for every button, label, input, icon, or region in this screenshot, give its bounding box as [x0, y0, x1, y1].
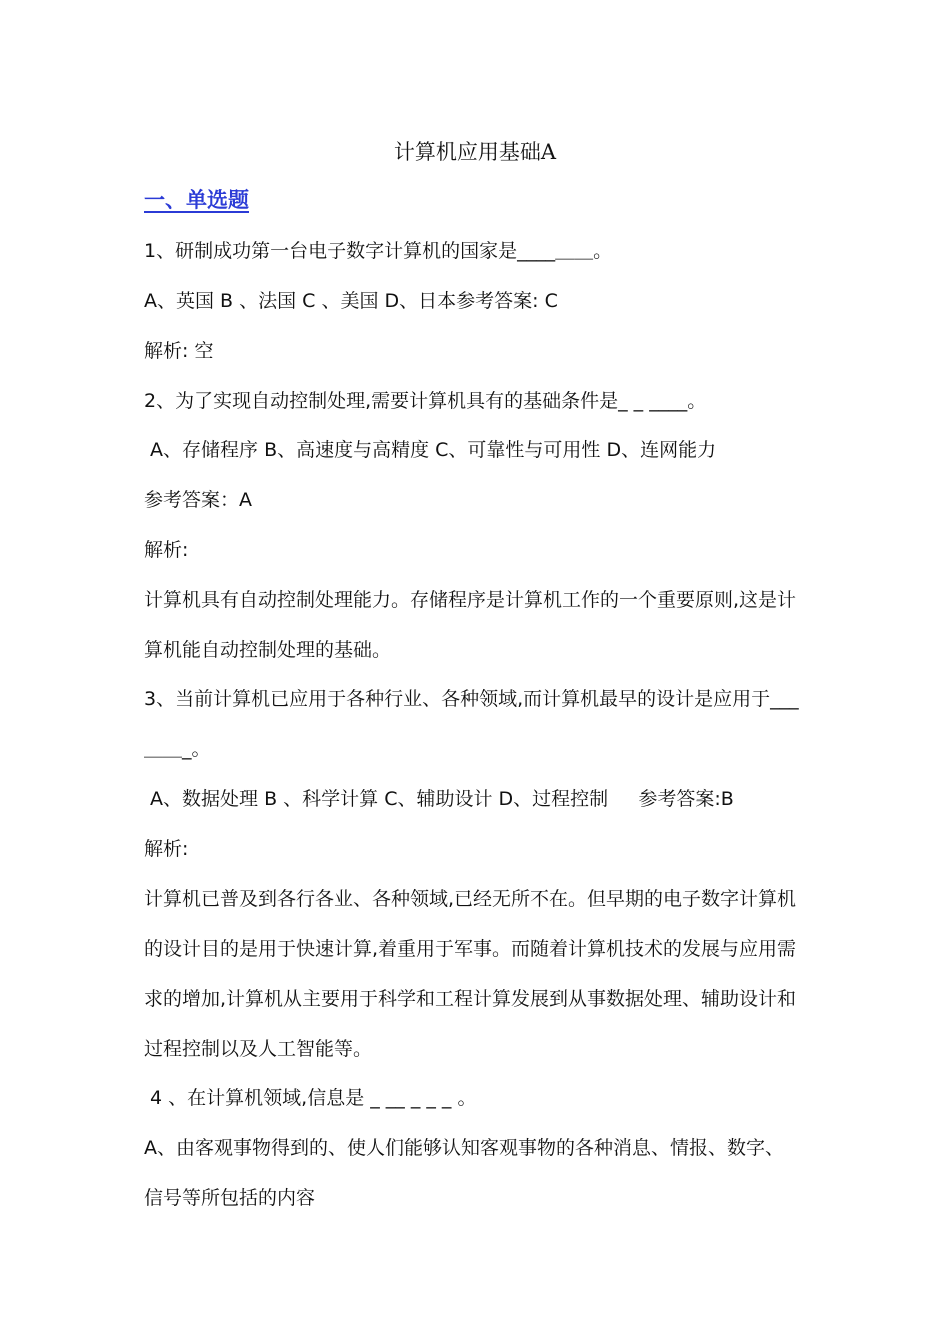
question-4-option-a-line-2: 信号等所包括的内容	[144, 1187, 316, 1209]
question-3-options: A、数据处理 B 、科学计算 C、辅助设计 D、过程控制 参考答案:B	[144, 788, 734, 810]
question-3-analysis-label: 解析:	[144, 838, 189, 860]
question-2-answer: 参考答案：A	[144, 489, 252, 511]
question-1-options: A、英国 B 、法国 C 、美国 D、日本参考答案: C	[144, 290, 558, 312]
question-4-text: 4 、在计算机领域,信息是 _ __ _ _ _ 。	[144, 1087, 477, 1109]
question-3-analysis-line-3: 求的增加,计算机从主要用于科学和工程计算发展到从事数据处理、辅助设计和	[144, 988, 797, 1010]
question-2-options: A、存储程序 B、高速度与高精度 C、可靠性与可用性 D、连网能力	[144, 439, 717, 461]
question-3-text-line-1: 3、当前计算机已应用于各种行业、各种领域,而计算机最早的设计是应用于___	[144, 688, 799, 710]
document-title: 计算机应用基础A	[393, 140, 557, 164]
question-3-analysis-line-1: 计算机已普及到各行各业、各种领域,已经无所不在。但早期的电子数字计算机	[144, 888, 797, 910]
question-2-text: 2、为了实现自动控制处理,需要计算机具有的基础条件是_ _ ____。	[144, 390, 707, 412]
question-1-text: 1、研制成功第一台电子数字计算机的国家是____＿＿。	[144, 240, 613, 262]
question-4-option-a-line-1: A、由客观事物得到的、使人们能够认知客观事物的各种消息、情报、数字、	[144, 1137, 784, 1159]
question-3-analysis-line-4: 过程控制以及人工智能等。	[144, 1038, 373, 1060]
question-2-analysis-line-2: 算机能自动控制处理的基础。	[144, 639, 392, 661]
question-2-analysis-label: 解析:	[144, 539, 189, 561]
question-2-analysis-line-1: 计算机具有自动控制处理能力。存储程序是计算机工作的一个重要原则,这是计	[144, 589, 797, 611]
question-1-analysis: 解析: 空	[144, 340, 214, 362]
question-3-text-line-2: ＿＿_。	[144, 738, 211, 760]
question-3-analysis-line-2: 的设计目的是用于快速计算,着重用于军事。而随着计算机技术的发展与应用需	[144, 938, 797, 960]
section-heading: 一、单选题	[144, 188, 249, 212]
